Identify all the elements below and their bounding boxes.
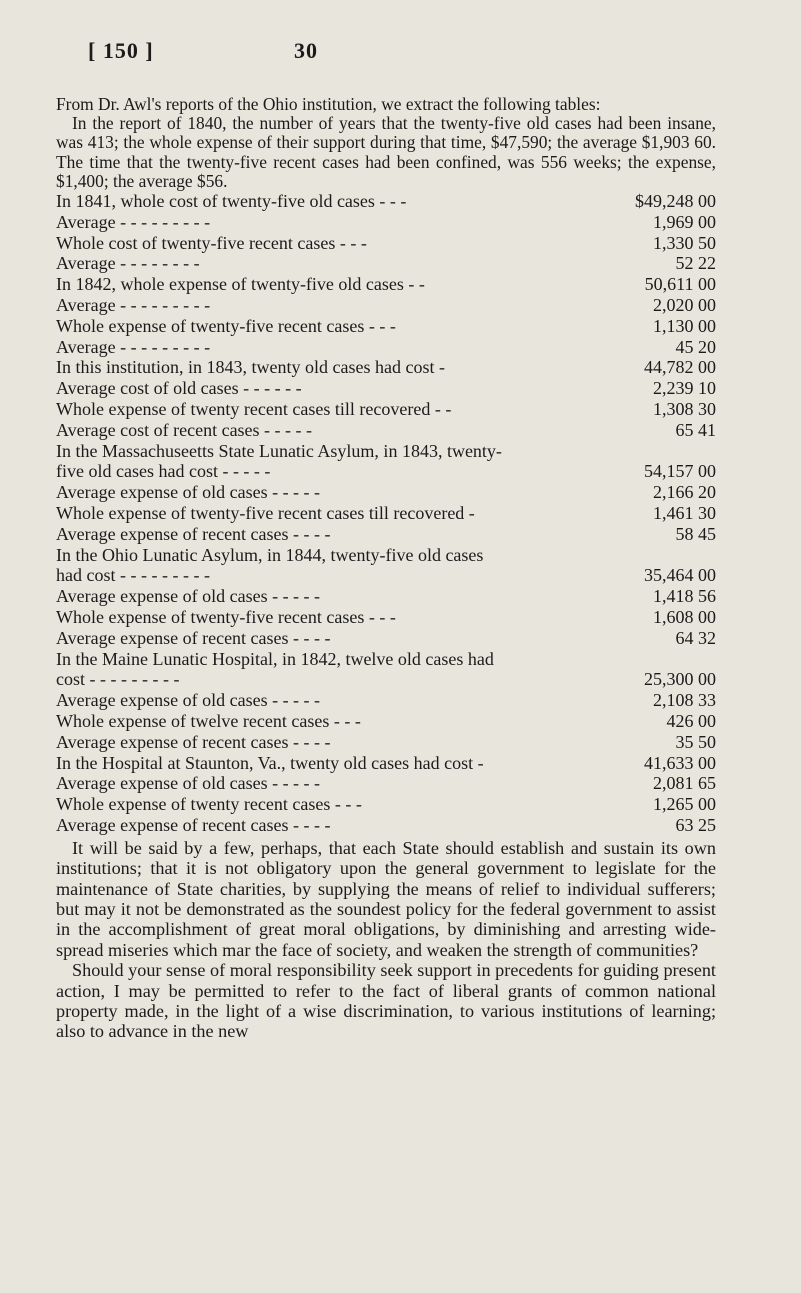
closing-paragraph: Should your sense of moral responsibility seek support in precedents for guiding present action, I may be permitted to refer to the fact of liberal grants of common national property made, in the light of a wise discrimination, to various institutions of learning; also to advance in the new: [56, 960, 716, 1042]
table-row: [56, 212, 716, 233]
intro-paragraph: From Dr. Awl's reports of the Ohio institution, we extract the following tables:: [56, 94, 601, 114]
row-amount: 2,020 00: [653, 295, 716, 315]
row-description: In the Hospital at Staunton, Va., twenty old cases had cost -: [56, 752, 484, 773]
table-row: [56, 357, 716, 378]
row-amount: 58 45: [675, 523, 716, 544]
row-amount: 35 50: [675, 731, 716, 752]
expense-table: [56, 191, 716, 836]
table-row: [56, 482, 716, 503]
signature-mark: 30: [294, 38, 318, 63]
table-row: [56, 586, 716, 607]
row-amount: 41,633 00: [644, 752, 716, 773]
row-description: Average expense of recent cases - - - -: [56, 523, 331, 544]
row-description: Whole expense of twelve recent cases - - -: [56, 710, 361, 731]
row-description: In 1842, whole expense of twenty-five old cases - -: [56, 274, 425, 295]
row-amount: 1,308 30: [653, 398, 716, 419]
row-amount: 1,265 00: [653, 794, 716, 815]
row-description: In this institution, in 1843, twenty old cases had cost -: [56, 357, 445, 378]
row-description: Average expense of old cases - - - - -: [56, 482, 321, 503]
table-row: [56, 378, 716, 399]
table-row: [56, 461, 716, 482]
row-description: Average expense of recent cases - - - -: [56, 731, 331, 752]
row-description: Average cost of recent cases - - - - -: [56, 419, 313, 440]
row-amount: 44,782 00: [644, 357, 716, 378]
row-amount: $49,248 00: [635, 191, 716, 212]
table-row: [56, 253, 716, 274]
table-row: [56, 191, 716, 212]
row-description: Whole expense of twenty-five recent cases - - -: [56, 315, 396, 336]
row-description: Average expense of recent cases - - - -: [56, 814, 331, 835]
table-row: [56, 607, 716, 628]
row-description: Average expense of recent cases - - - -: [56, 627, 331, 648]
row-amount: 1,461 30: [653, 502, 716, 523]
table-row-heading: In the Maine Lunatic Hospital, in 1842, twelve old cases had: [56, 648, 494, 669]
row-amount: 1,608 00: [653, 606, 716, 627]
row-amount: 35,464 00: [644, 565, 716, 586]
row-amount: 64 32: [675, 627, 716, 648]
table-row: [56, 815, 716, 836]
row-amount: 65 41: [675, 419, 716, 440]
row-amount: 2,081 65: [653, 773, 716, 794]
row-description: Whole cost of twenty-five recent cases - - -: [56, 232, 367, 253]
row-amount: 1,130 00: [653, 315, 716, 336]
row-amount: 25,300 00: [644, 669, 716, 690]
table-row: [56, 274, 716, 295]
row-description: Average expense of old cases - - - - -: [56, 773, 321, 794]
page-body: [56, 95, 716, 1042]
table-row: [56, 420, 716, 441]
intro-paragraph: In the report of 1840, the number of years that the twenty-five old cases had been insane, was 413; the whole expense of their support during that time, $47,590; the average $1,903 60. The time that the twenty-five recent cases had been confined, was 556 weeks; the expense, $1,400; the average $56.: [56, 113, 716, 191]
row-amount: 1,969 00: [653, 211, 716, 232]
row-description: Whole expense of twenty recent cases till recovered - -: [56, 398, 452, 419]
row-amount: 2,239 10: [653, 378, 716, 399]
table-row-heading: In the Ohio Lunatic Asylum, in 1844, twenty-five old cases: [56, 544, 484, 565]
table-row: [56, 524, 716, 545]
row-amount: 2,166 20: [653, 482, 716, 503]
row-description: Average - - - - - - - - -: [56, 211, 211, 232]
row-amount: 1,418 56: [653, 586, 716, 607]
table-row: [56, 233, 716, 254]
row-amount: 54,157 00: [644, 461, 716, 482]
row-description: five old cases had cost - - - - -: [56, 461, 271, 482]
table-row: [56, 711, 716, 732]
row-description: Average cost of old cases - - - - - -: [56, 378, 302, 399]
row-description: Whole expense of twenty recent cases - - -: [56, 794, 362, 815]
table-row: [56, 337, 716, 358]
table-row: [56, 669, 716, 690]
table-row: [56, 565, 716, 586]
table-row: [56, 794, 716, 815]
row-amount: 52 22: [675, 253, 716, 274]
row-description: cost - - - - - - - - -: [56, 669, 180, 690]
row-amount: 2,108 33: [653, 690, 716, 711]
row-description: Average - - - - - - - - -: [56, 336, 211, 357]
row-description: Average expense of old cases - - - - -: [56, 586, 321, 607]
table-row: [56, 399, 716, 420]
row-amount: 63 25: [675, 814, 716, 835]
table-row: [56, 773, 716, 794]
table-row: [56, 503, 716, 524]
table-row: [56, 316, 716, 337]
row-amount: 1,330 50: [653, 232, 716, 253]
table-row: [56, 295, 716, 316]
row-description: Average expense of old cases - - - - -: [56, 690, 321, 711]
row-amount: 45 20: [675, 336, 716, 357]
row-description: had cost - - - - - - - - -: [56, 565, 210, 586]
page-number: [ 150 ]: [88, 38, 154, 63]
table-row-heading: In the Massachuseetts State Lunatic Asylum, in 1843, twenty-: [56, 440, 502, 461]
row-description: In 1841, whole cost of twenty-five old cases - - -: [56, 191, 407, 212]
table-row: [56, 732, 716, 753]
row-description: Whole expense of twenty-five recent cases - - -: [56, 606, 396, 627]
row-description: Average - - - - - - - - -: [56, 295, 211, 315]
table-row: [56, 628, 716, 649]
table-row: [56, 690, 716, 711]
row-description: Whole expense of twenty-five recent cases till recovered -: [56, 502, 475, 523]
row-description: Average - - - - - - - -: [56, 253, 200, 274]
row-amount: 50,611 00: [644, 274, 716, 295]
row-amount: 426 00: [666, 710, 716, 731]
table-row: [56, 753, 716, 774]
closing-paragraph: It will be said by a few, perhaps, that each State should establish and sustain its own institutions; that it is not obligatory upon the general government to legislate for the maintenance of State charities, by supplying the means of relief to individual sufferers; but may it not be demonstrated as the soundest policy for the federal government to assist in the accomplishment of great moral obligations, by diminishing and arresting wide-spread miseries which mar the face of society, and weaken the strength of communities?: [56, 837, 716, 960]
